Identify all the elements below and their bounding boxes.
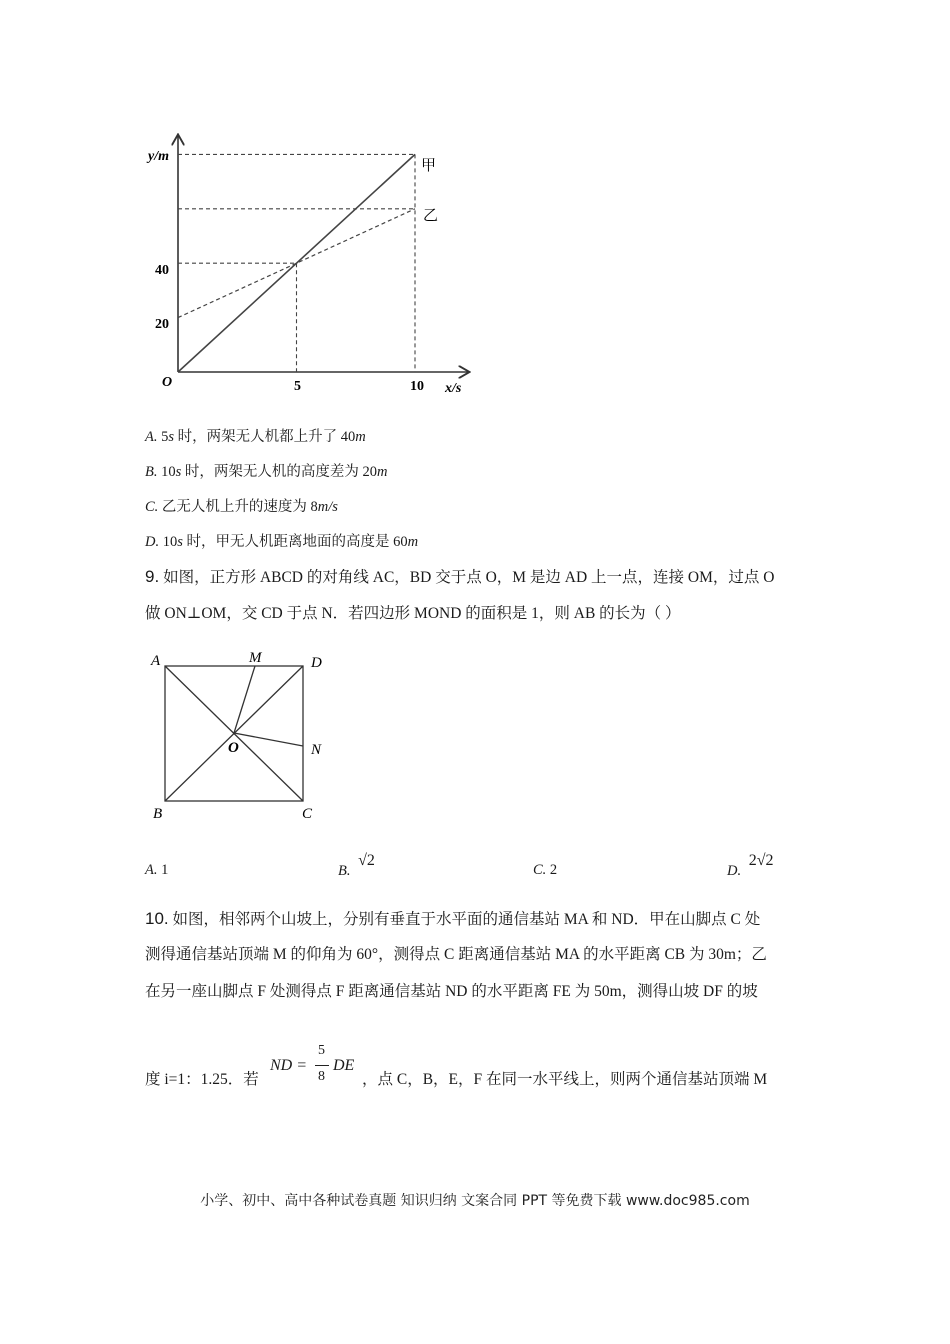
q9-text-1: 如图，正方形 ABCD 的对角线 AC，BD 交于点 O，M 是边 AD 上一点，连接 OM，过点 O [159,569,775,586]
point-n-label: N [311,742,322,758]
formula-rhs: DE [333,1057,355,1074]
option-letter: C. [145,499,159,515]
y-tick-20: 20 [155,317,169,332]
q10-text-2: 测得通信基站顶端 M 的仰角为 60°，测得点 C 距离通信基站 MA 的水平距离 CB 为 30m；乙 [145,946,767,963]
choice-letter: A. [145,862,158,878]
square-figure [145,645,335,830]
option-unit: m [377,464,388,480]
choice-value: √2 [358,852,375,869]
option-text: 乙无人机上升的速度为 8 [158,499,318,515]
q10-text-3: 在另一座山脚点 F 处测得点 F 距离通信基站 ND 的水平距离 FE 为 50m，测得山坡 DF 的坡 [145,983,758,1000]
point-c-label: C [302,806,313,822]
point-o-label: O [228,740,239,756]
formula-lhs: ND = [270,1057,308,1074]
y-tick-40: 40 [155,263,169,278]
q8-option-c [145,497,338,517]
point-b-label: B [153,806,163,822]
point-d-label: D [311,655,322,671]
option-text: 5 [157,429,169,445]
q10-line-4-rest [362,1069,767,1091]
q8-option-d [145,532,418,552]
q9-line-1 [145,566,774,589]
choice-value: 2 [549,862,558,878]
option-unit: m [355,429,366,445]
option-text: 10 [159,534,178,550]
q10-number: 10. [145,909,169,928]
origin-label: O [162,375,173,390]
point-a-label: A [151,653,161,669]
q9-choice-c [533,862,557,879]
q10-line-1 [145,908,760,931]
q10-line-4 [145,1069,259,1091]
option-letter: D. [145,534,160,550]
q10-text-4b: ，点 C，B，E，F 在同一水平线上，则两个通信基站顶端 M [362,1071,768,1088]
option-text: 10 [157,464,176,480]
q9-line-2 [145,603,681,625]
point-m-label: M [249,650,262,666]
option-unit: s [177,534,183,550]
y-axis-label: y/m [148,149,169,164]
q10-line-3 [145,981,758,1003]
choice-letter: C. [533,862,547,878]
option-text: 时，两架无人机都上升了 40 [174,429,356,445]
option-unit: s [175,464,182,480]
q10-text-1: 如图，相邻两个山坡上，分别有垂直于水平面的通信基站 MA 和 ND．甲在山脚点 C 处 [168,911,761,928]
line-yi-label: 乙 [423,208,439,224]
q9-number: 9. [145,567,160,586]
option-unit: m [407,534,419,550]
choice-value: 2√2 [748,852,774,869]
q10-line-2 [145,944,767,966]
q9-text-2: 做 ON⊥OM，交 CD 于点 N．若四边形 MOND 的面积是 1，则 AB 的长为（ ） [145,605,681,622]
x-tick-10: 10 [410,379,424,394]
q8-option-b [145,462,388,482]
q8-option-a [145,427,366,447]
option-unit: m/s [317,499,338,515]
page-footer: 小学、初中、高中各种试卷真题 知识归纳 文案合同 PPT 等免费下载 www.doc985.com [200,1193,750,1209]
option-unit: s [168,429,175,445]
choice-letter: D. [727,863,742,879]
x-tick-5: 5 [294,379,301,394]
formula-bar [315,1065,329,1066]
option-text: 时，甲无人机距离地面的高度是 60 [182,534,408,550]
option-letter: A. [145,429,158,445]
line-jia-label: 甲 [421,158,437,174]
choice-value: 1 [161,862,169,878]
formula-denominator: 8 [318,1069,325,1084]
option-letter: B. [145,464,158,480]
formula-numerator: 5 [318,1043,325,1058]
x-axis-label: x/s [445,381,462,396]
choice-letter: B. [338,863,351,879]
q9-choice-a [145,862,168,879]
q10-text-4a: 度 i=1：1.25．若 [145,1071,259,1088]
option-text: 时，两架无人机的高度差为 20 [181,464,378,480]
line-graph [140,130,480,400]
q9-choice-d [727,852,774,880]
q9-choice-b [338,852,375,880]
